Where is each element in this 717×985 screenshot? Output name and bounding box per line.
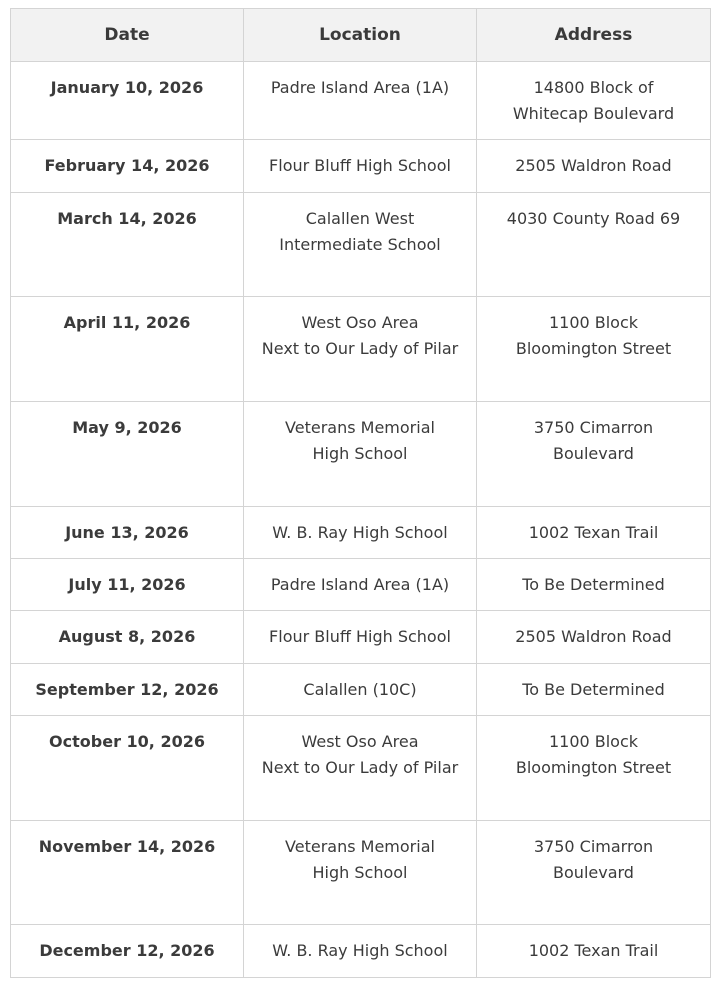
table-row	[11, 402, 711, 507]
address-line: Bloomington Street	[515, 339, 672, 358]
date-cell: October 10, 2026	[11, 716, 244, 821]
address-line: 3750 Cimarron	[533, 837, 654, 856]
address-cell	[477, 402, 711, 507]
location-cell	[244, 559, 477, 611]
date-cell: February 14, 2026	[11, 140, 244, 193]
address-line: Bloomington Street	[515, 758, 672, 777]
address-cell	[477, 297, 711, 402]
date-column-header: Date	[11, 9, 244, 62]
address-line: 1100 Block	[548, 732, 639, 751]
table-row	[11, 664, 711, 716]
address-line: 1002 Texan Trail	[528, 523, 659, 542]
address-cell	[477, 611, 711, 664]
location-line: Padre Island Area (1A)	[270, 78, 450, 97]
table-row	[11, 925, 711, 978]
location-cell	[244, 140, 477, 193]
date-cell: June 13, 2026	[11, 507, 244, 559]
location-line: W. B. Ray High School	[272, 941, 448, 960]
address-line: Boulevard	[553, 863, 634, 882]
location-line: West Oso Area	[301, 732, 419, 751]
address-line: 4030 County Road 69	[506, 209, 681, 228]
table-row	[11, 297, 711, 402]
location-line: Calallen West	[305, 209, 415, 228]
address-line: To Be Determined	[522, 575, 665, 594]
location-line: West Oso Area	[301, 313, 419, 332]
address-cell	[477, 140, 711, 193]
date-cell: January 10, 2026	[11, 62, 244, 140]
address-cell	[477, 193, 711, 297]
date-cell: March 14, 2026	[11, 193, 244, 297]
location-line: Padre Island Area (1A)	[270, 575, 450, 594]
date-cell: December 12, 2026	[11, 925, 244, 978]
location-line: Flour Bluff High School	[269, 156, 451, 175]
table-row	[11, 716, 711, 821]
address-cell	[477, 925, 711, 978]
address-cell	[477, 507, 711, 559]
date-cell: May 9, 2026	[11, 402, 244, 507]
table-row	[11, 62, 711, 140]
address-line: Boulevard	[553, 444, 634, 463]
address-line: 1002 Texan Trail	[528, 941, 659, 960]
location-line: Flour Bluff High School	[269, 627, 451, 646]
date-cell: November 14, 2026	[11, 821, 244, 925]
location-cell	[244, 507, 477, 559]
location-cell	[244, 925, 477, 978]
location-line: Veterans Memorial	[285, 837, 435, 856]
address-column-header: Address	[477, 9, 711, 62]
location-line: High School	[312, 863, 408, 882]
schedule-rows	[11, 62, 711, 978]
address-line: Whitecap Boulevard	[512, 104, 675, 123]
address-line: 1100 Block	[548, 313, 639, 332]
address-line: 2505 Waldron Road	[515, 627, 672, 646]
address-cell	[477, 559, 711, 611]
address-line: 14800 Block of	[533, 78, 654, 97]
location-cell	[244, 821, 477, 925]
location-cell	[244, 664, 477, 716]
location-line: Calallen (10C)	[303, 680, 417, 699]
table-row	[11, 821, 711, 925]
header-row	[11, 9, 711, 62]
location-line: Intermediate School	[279, 235, 441, 254]
address-cell	[477, 62, 711, 140]
address-line: 3750 Cimarron	[533, 418, 654, 437]
schedule-table	[10, 8, 711, 978]
location-cell	[244, 402, 477, 507]
location-line: Next to Our Lady of Pilar	[261, 758, 459, 777]
location-cell	[244, 62, 477, 140]
date-cell: July 11, 2026	[11, 559, 244, 611]
address-cell	[477, 821, 711, 925]
location-line: Next to Our Lady of Pilar	[261, 339, 459, 358]
table-row	[11, 193, 711, 297]
location-column-header: Location	[244, 9, 477, 62]
date-cell: April 11, 2026	[11, 297, 244, 402]
location-cell	[244, 297, 477, 402]
location-cell	[244, 611, 477, 664]
address-cell	[477, 716, 711, 821]
table-row	[11, 140, 711, 193]
table-row	[11, 559, 711, 611]
location-line: Veterans Memorial	[285, 418, 435, 437]
location-cell	[244, 193, 477, 297]
table-row	[11, 507, 711, 559]
location-cell	[244, 716, 477, 821]
table-row	[11, 611, 711, 664]
address-cell	[477, 664, 711, 716]
date-cell: September 12, 2026	[11, 664, 244, 716]
location-line: W. B. Ray High School	[272, 523, 448, 542]
address-line: 2505 Waldron Road	[515, 156, 672, 175]
date-cell: August 8, 2026	[11, 611, 244, 664]
location-line: High School	[312, 444, 408, 463]
address-line: To Be Determined	[522, 680, 665, 699]
